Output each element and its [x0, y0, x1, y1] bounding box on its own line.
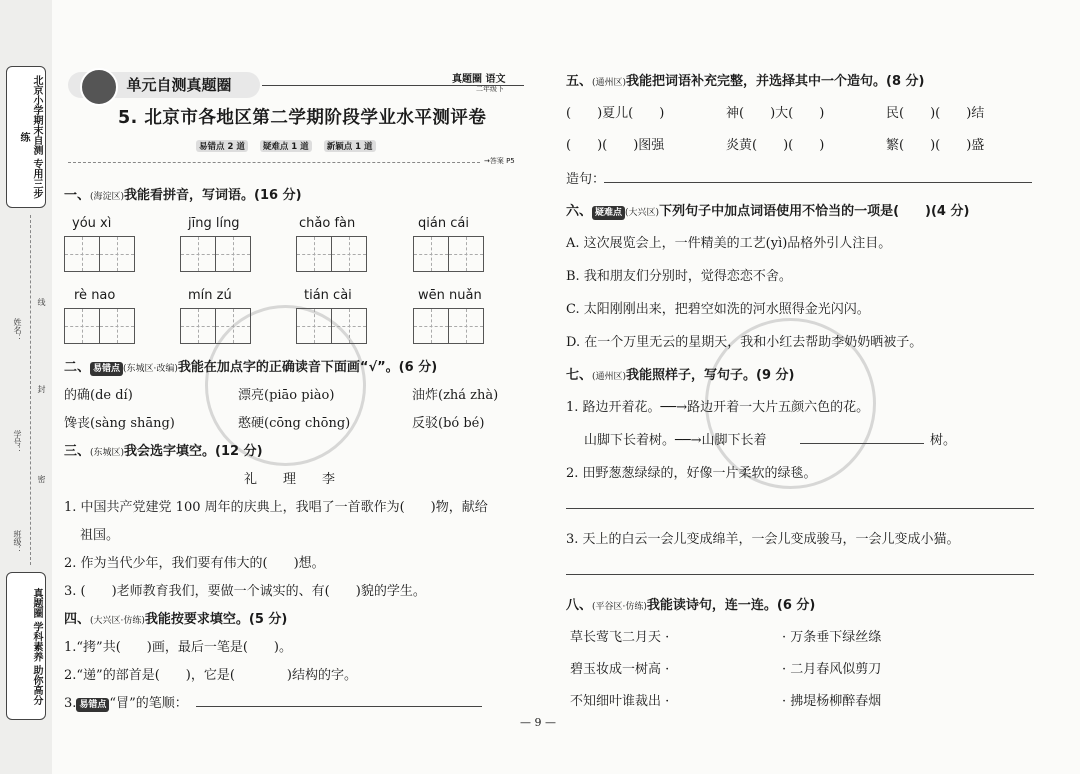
sentence-prompt: 3. 天上的白云一会儿变成绵羊，一会儿变成骏马，一会儿变成小猫。 — [566, 532, 960, 547]
series-logo-bottom: 真题圈 学科素养 助你高分 — [6, 572, 46, 720]
choice-a[interactable]: A. 这次展览会上，一件精美的工艺(yì)品格外引人注目。 — [566, 236, 892, 251]
question-2-heading: 二、 易错点 (东城区·改编)我能在加点字的正确读音下面画“√”。(6 分) — [64, 360, 438, 375]
idiom-blank[interactable]: 神( )大( ) — [726, 106, 825, 121]
error-prone-tag: 易错点 — [90, 362, 123, 376]
seal-char-line: 线 — [37, 298, 46, 306]
sentence-prompt: 2. 田野葱葱绿绿的，好像一片柔软的绿毯。 — [566, 466, 817, 481]
sentence[interactable]: 2. 作为当代少年，我们要有伟大的( )想。 — [64, 556, 325, 571]
sentence: 祖国。 — [80, 528, 120, 543]
pinyin-label: mín zú — [188, 288, 232, 303]
header-dashed-rule — [68, 162, 480, 163]
sentence-prompt: 山脚下长着树。──→山脚下长着 — [584, 433, 767, 448]
reading-option[interactable]: 油炸(zhá zhà) — [412, 388, 499, 403]
pinyin-label: yóu xì — [72, 216, 112, 231]
poem-line-left[interactable]: 碧玉妆成一树高 · — [570, 662, 670, 677]
idiom-blank[interactable]: 繁( )( )盛 — [886, 138, 985, 153]
class-label: 班级： — [13, 530, 22, 554]
reading-option[interactable]: 漂亮(piāo piào) — [238, 388, 335, 403]
reading-option[interactable]: 的确(de dí) — [64, 388, 133, 403]
question-3-heading: 三、(东城区)我会选字填空。(12 分) — [64, 444, 263, 459]
poem-line-right[interactable]: · 拂堤杨柳醉春烟 — [782, 694, 882, 709]
choice-c[interactable]: C. 太阳刚刚出来，把碧空如洗的河水照得金光闪闪。 — [566, 302, 870, 317]
pinyin-label: qián cái — [418, 216, 469, 231]
writing-grid[interactable] — [413, 236, 483, 272]
poem-line-right[interactable]: · 万条垂下绿丝绦 — [782, 630, 882, 645]
page-title: 5. 北京市各地区第二学期阶段学业水平测评卷 — [118, 108, 487, 128]
poem-line-right[interactable]: · 二月春风似剪刀 — [782, 662, 882, 677]
answer-line[interactable] — [566, 574, 1034, 575]
error-prone-tag: 易错点 — [76, 698, 109, 712]
choice-b[interactable]: B. 我和朋友们分别时，觉得恋恋不舍。 — [566, 269, 792, 284]
difficult-tag: 疑难点 — [592, 206, 625, 220]
pinyin-label: tián cài — [304, 288, 352, 303]
stroke-order-question: 3. 易错点 “冒”的笔顺： — [64, 696, 188, 711]
pinyin-label: wēn nuǎn — [418, 288, 482, 303]
poem-line-left[interactable]: 不知细叶谁裁出 · — [570, 694, 670, 709]
question-6-heading: 六、 疑难点 (大兴区)下列句子中加点词语使用不恰当的一项是( )(4 分) — [566, 204, 970, 219]
sentence[interactable]: 1. 中国共产党建党 100 周年的庆典上，我唱了一首歌作为( )物，献给 — [64, 500, 488, 515]
writing-grid[interactable] — [296, 236, 366, 272]
binding-dashed-line — [30, 215, 31, 565]
pinyin-label: rè nao — [74, 288, 116, 303]
sentence[interactable]: 3. ( )老师教育我们，要做一个诚实的、有( )貌的学生。 — [64, 584, 426, 599]
corner-label: 真题圈 语文 — [452, 74, 506, 85]
example-sentence: 1. 路边开着花。──→路边开着一大片五颜六色的花。 — [566, 400, 870, 415]
mascot-avatar — [80, 68, 118, 106]
answer-line[interactable] — [196, 706, 482, 707]
header-rule — [262, 85, 524, 86]
series-logo-top: 北京小学期末自测 专用三步练 — [6, 66, 46, 208]
stat-badge: 疑难点 1 道 — [260, 140, 312, 152]
difficulty-stats — [196, 140, 376, 152]
grade-label: 二年级下 — [476, 85, 504, 93]
reading-option[interactable]: 馋丧(sàng shāng) — [64, 416, 175, 431]
question-5-heading: 五、(通州区)我能把词语补充完整，并选择其中一个造句。(8 分) — [566, 74, 925, 89]
reading-option[interactable]: 憨硬(cōng chōng) — [238, 416, 351, 431]
answer-reference: →答案 P5 — [484, 157, 515, 165]
seal-char-secret: 密 — [37, 475, 46, 483]
reading-option[interactable]: 反驳(bó bé) — [412, 416, 485, 431]
question-8-heading: 八、(平谷区·仿练)我能读诗句，连一连。(6 分) — [566, 598, 816, 613]
sentence-end: 树。 — [930, 433, 957, 448]
idiom-blank[interactable]: ( )夏儿( ) — [566, 106, 665, 121]
question-4-heading: 四、(大兴区·仿练)我能按要求填空。(5 分) — [64, 612, 288, 627]
writing-grid[interactable] — [180, 236, 250, 272]
page-number: — 9 — — [520, 716, 556, 729]
section-badge: 单元自测真题圈 — [68, 72, 260, 98]
name-label: 姓名： — [13, 318, 22, 342]
writing-grid[interactable] — [64, 236, 134, 272]
pinyin-label: jīng líng — [188, 216, 240, 231]
idiom-blank[interactable]: 民( )( )结 — [886, 106, 985, 121]
stat-badge: 易错点 2 道 — [196, 140, 248, 152]
poem-line-left[interactable]: 草长莺飞二月天 · — [570, 630, 670, 645]
id-label: 学号： — [13, 430, 22, 454]
stat-badge: 新颖点 1 道 — [324, 140, 376, 152]
idiom-blank[interactable]: ( )( )图强 — [566, 138, 665, 153]
character-choices: 礼 理 李 — [244, 472, 336, 487]
answer-line[interactable] — [566, 508, 1034, 509]
writing-grid[interactable] — [413, 308, 483, 344]
answer-line[interactable] — [800, 443, 924, 444]
answer-line[interactable] — [604, 182, 1032, 183]
pinyin-label: chǎo fàn — [299, 216, 356, 231]
question-1-heading: 一、(海淀区)我能看拼音，写词语。(16 分) — [64, 188, 302, 203]
seal-char-seal: 封 — [37, 385, 46, 393]
sentence[interactable]: 1.“拷”共( )画，最后一笔是( )。 — [64, 640, 292, 655]
writing-grid[interactable] — [296, 308, 366, 344]
writing-grid[interactable] — [64, 308, 134, 344]
writing-grid[interactable] — [180, 308, 250, 344]
make-sentence-label: 造句： — [566, 172, 606, 187]
choice-d[interactable]: D. 在一个万里无云的星期天，我和小红去帮助李奶奶晒被子。 — [566, 335, 923, 350]
question-7-heading: 七、(通州区)我能照样子，写句子。(9 分) — [566, 368, 795, 383]
idiom-blank[interactable]: 炎黄( )( ) — [726, 138, 825, 153]
sentence[interactable]: 2.“递”的部首是( )，它是( )结构的字。 — [64, 668, 357, 683]
